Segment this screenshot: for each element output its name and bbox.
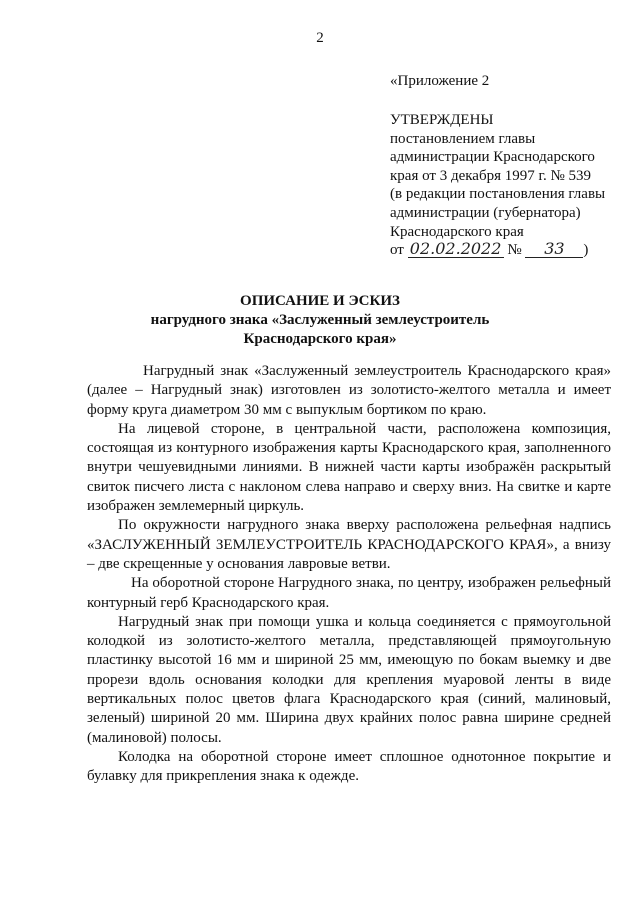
approval-heading: УТВЕРЖДЕНЫ xyxy=(390,112,494,128)
approval-date-line xyxy=(390,241,630,260)
approval-line: (в редакции постановления главы xyxy=(390,186,606,203)
approval-line: Краснодарского края xyxy=(390,223,524,240)
body-paragraph: Нагрудный знак при помощи ушка и кольца соединяется с прямоугольной колодкой из золотисто-желтого металла, представляющей прямоугольную пластинку высотой 16 мм и шириной 25 мм, имеющую по бокам выемку и две прорези вдоль основания колодки для крепления муаровой ленты в виде вертикальных полос цветов флага Краснодарского края (синий, малиновый, зеленый) шириной 20 мм. Ширина двух крайних полос равна ширине средней (малиновой) полосы. xyxy=(87,613,611,746)
appendix-label: «Приложение 2 xyxy=(390,73,490,89)
handwritten-date: 02.02.2022 xyxy=(408,241,504,258)
title-subtitle-line: нагрудного знака «Заслуженный землеустроитель xyxy=(150,312,490,328)
body-paragraph: Нагрудный знак «Заслуженный землеустроитель Краснодарского края» (далее – Нагрудный знак) изготовлен из золотисто-желтого металла и имеет форму круга диаметром 30 мм с выпуклым бортиком по краю. xyxy=(87,363,611,418)
body-paragraph: На лицевой стороне, в центральной части, расположена композиция, состоящая из контурного изображения карты Краснодарского края, заполненного внутри чешуевидными линиями. В нижней части карты изображён раскрытый свиток писчего листа с наклоном слева направо и сверху вниз. На свитке и карте изображен землемерный циркуль. xyxy=(87,420,611,515)
handwritten-number: 33 xyxy=(525,241,583,258)
number-prefix: № xyxy=(507,242,522,259)
body-paragraph: На оборотной стороне Нагрудного знака, по центру, изображен рельефный контурный герб Краснодарского края. xyxy=(87,575,611,611)
approval-line: администрации (губернатора) xyxy=(390,204,581,221)
approval-line: администрации Краснодарского xyxy=(390,149,595,166)
closing-paren: ) xyxy=(583,242,589,259)
document-title xyxy=(0,291,640,349)
body-paragraph: По окружности нагрудного знака вверху расположена рельефная надпись «ЗАСЛУЖЕННЫЙ ЗЕМЛЕУСТРОИТЕЛЬ КРАСНОДАРСКОГО КРАЯ», а внизу – две скрещенные у основания лавровые ветви. xyxy=(87,517,611,572)
page-number: 2 xyxy=(316,30,324,46)
approval-line: постановлением главы xyxy=(390,130,536,147)
date-prefix: от xyxy=(390,242,404,259)
approval-block xyxy=(390,111,630,260)
body-paragraph: Колодка на оборотной стороне имеет сплошное однотонное покрытие и булавку для прикрепления знака к одежде. xyxy=(87,748,611,785)
approval-line: края от 3 декабря 1997 г. № 539 xyxy=(390,167,592,184)
title-subtitle-line: Краснодарского края» xyxy=(243,331,397,347)
document-body xyxy=(87,362,611,787)
title-main: ОПИСАНИЕ И ЭСКИЗ xyxy=(240,293,400,309)
